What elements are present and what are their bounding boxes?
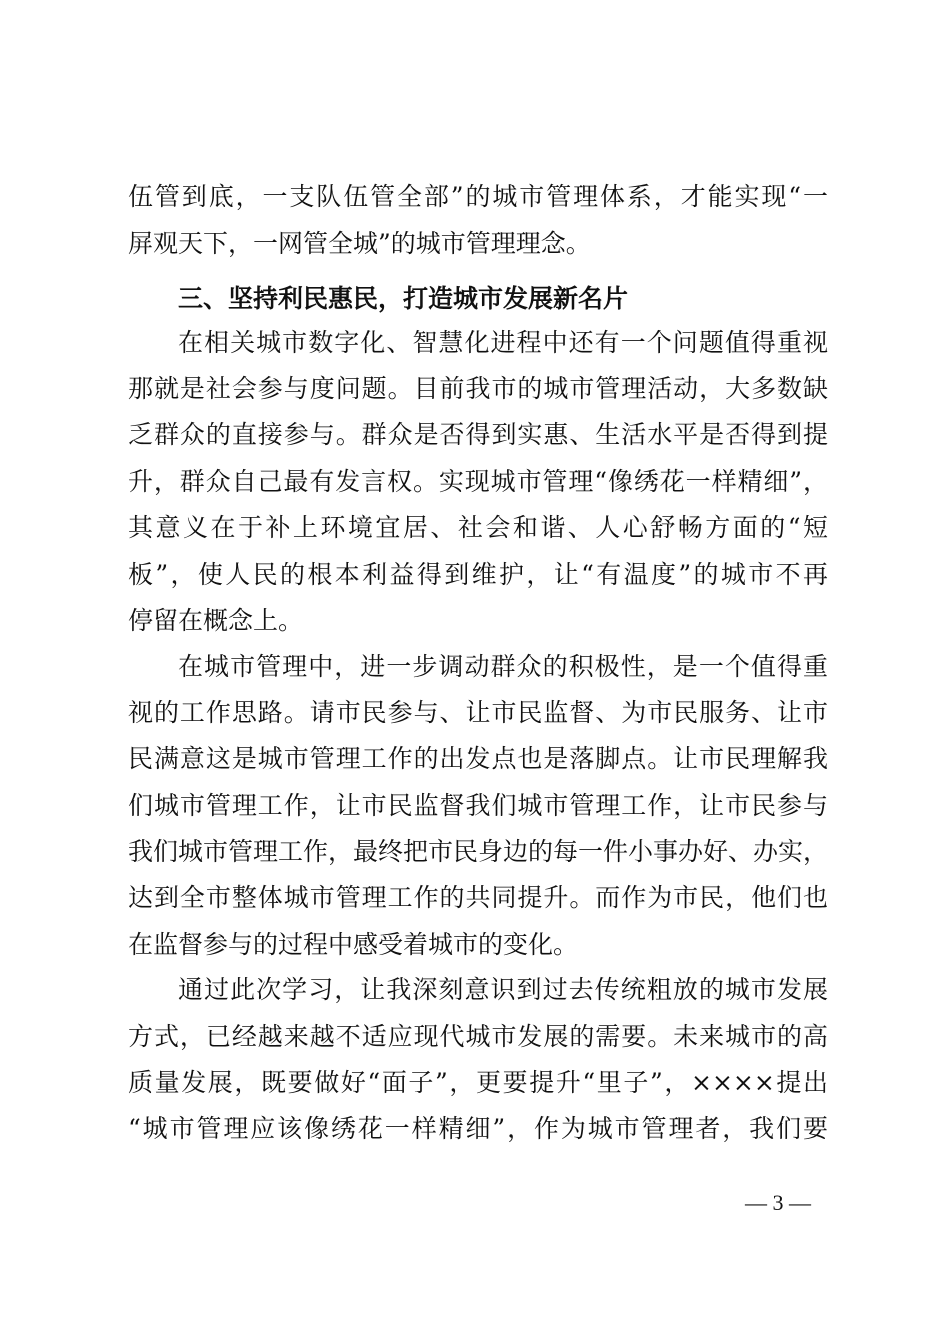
paragraph-first-line: 在相关城市数字化、智慧化进程中还有一个问题值得重视 xyxy=(178,328,828,357)
body-line: 屏观天下，一网管全城”的城市管理理念。 xyxy=(128,229,591,258)
body-line: 其意义在于补上环境宜居、社会和谐、人心舒畅方面的“短 xyxy=(128,513,828,542)
paragraph-first-line: 通过此次学习，让我深刻意识到过去传统粗放的城市发展 xyxy=(178,975,828,1004)
body-line: 民满意这是城市管理工作的出发点也是落脚点。让市民理解我 xyxy=(128,744,828,773)
body-line: 停留在概念上。 xyxy=(128,606,304,635)
body-line: 那就是社会参与度问题。目前我市的城市管理活动，大多数缺 xyxy=(128,374,828,403)
paragraph-first-line: 在城市管理中，进一步调动群众的积极性，是一个值得重 xyxy=(178,652,828,681)
body-line: 板”，使人民的根本利益得到维护，让“有温度”的城市不再 xyxy=(128,560,828,589)
page-number: — 3 — xyxy=(745,1190,811,1215)
body-line: 在监督参与的过程中感受着城市的变化。 xyxy=(128,930,579,959)
body-line: 我们城市管理工作，最终把市民身边的每一件小事办好、办实， xyxy=(128,837,829,866)
body-line: 们城市管理工作，让市民监督我们城市管理工作，让市民参与 xyxy=(128,791,828,820)
body-line: “城市管理应该像绣花一样精细”，作为城市管理者，我们要 xyxy=(128,1114,828,1143)
body-line: 伍管到底，一支队伍管全部”的城市管理体系，才能实现“一 xyxy=(128,182,828,211)
body-line: 升，群众自己最有发言权。实现城市管理“像绣花一样精细”， xyxy=(128,467,828,496)
section-heading: 三、坚持利民惠民，打造城市发展新名片 xyxy=(178,284,629,313)
body-line: 达到全市整体城市管理工作的共同提升。而作为市民，他们也 xyxy=(128,883,828,912)
body-line: 乏群众的直接参与。群众是否得到实惠、生活水平是否得到提 xyxy=(128,420,828,449)
body-line: 方式，已经越来越不适应现代城市发展的需要。未来城市的高 xyxy=(128,1022,828,1051)
body-line: 视的工作思路。请市民参与、让市民监督、为市民服务、让市 xyxy=(128,698,828,727)
body-line: 质量发展，既要做好“面子”，更要提升“里子”，××××提出 xyxy=(128,1068,828,1097)
